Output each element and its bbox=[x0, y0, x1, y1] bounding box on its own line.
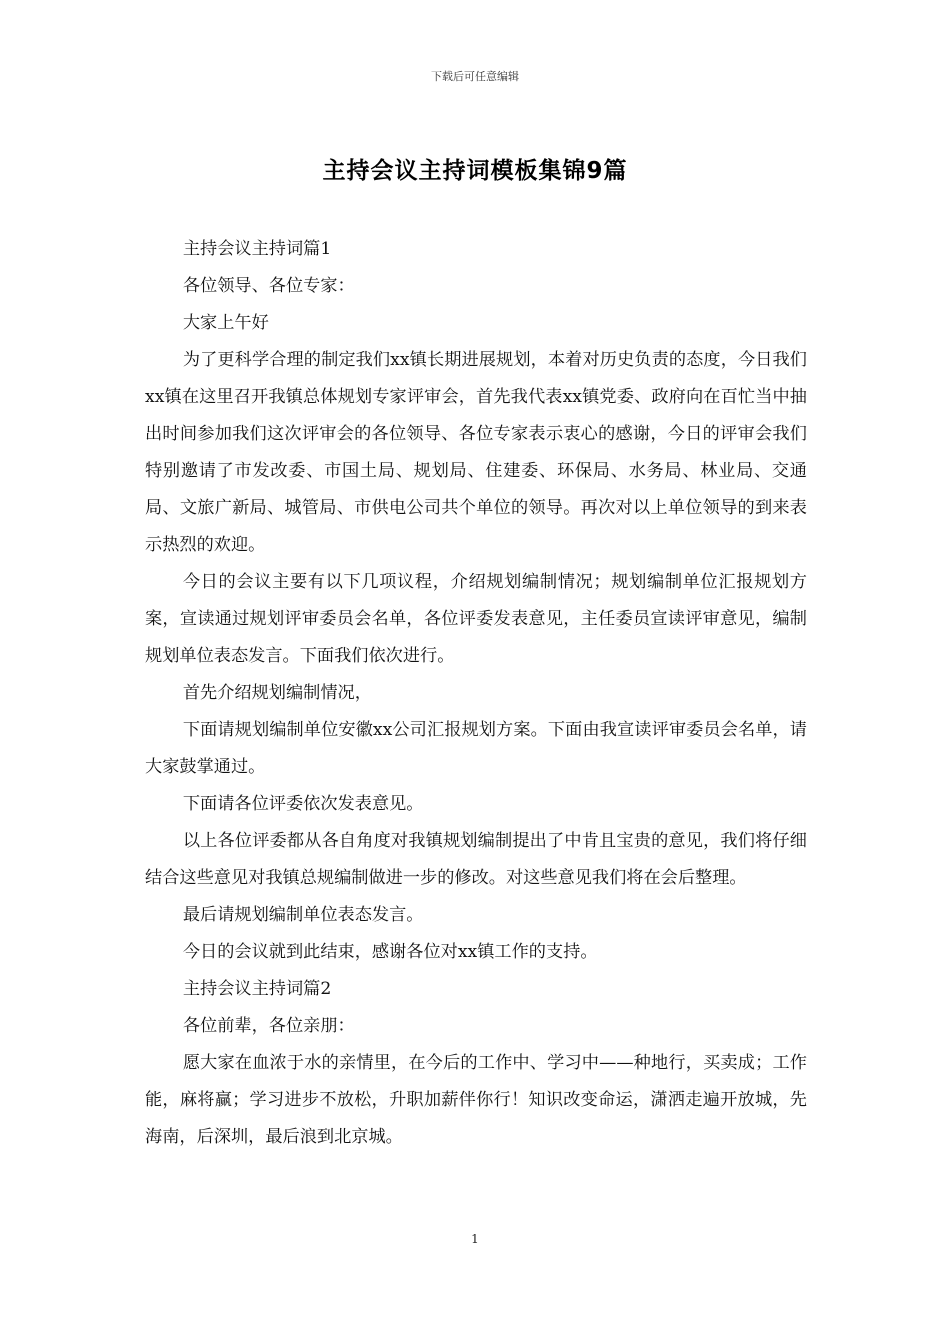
paragraph: 愿大家在血浓于水的亲情里，在今后的工作中、学习中——种地行，买卖成；工作能，麻将赢；学习进步不放松，升职加薪伴你行！知识改变命运，潇洒走遍开放城，先海南，后深圳，最后浪到北京城。 bbox=[145, 1053, 807, 1147]
paragraph: 下面请规划编制单位安徽xx公司汇报规划方案。下面由我宣读评审委员会名单，请大家鼓掌通过。 bbox=[145, 720, 807, 777]
paragraph: 以上各位评委都从各自角度对我镇规划编制提出了中肯且宝贵的意见，我们将仔细结合这些意见对我镇总规编制做进一步的修改。对这些意见我们将在会后整理。 bbox=[145, 831, 807, 888]
paragraph: 大家上午好 bbox=[182, 313, 269, 333]
paragraph: 下面请各位评委依次发表意见。 bbox=[182, 794, 424, 814]
paragraph: 最后请规划编制单位表态发言。 bbox=[182, 905, 424, 925]
document-title: 主持会议主持词模板集锦9篇 bbox=[322, 158, 628, 184]
paragraph: 今日的会议主要有以下几项议程，介绍规划编制情况；规划编制单位汇报规划方案，宣读通过规划评审委员会名单，各位评委发表意见，主任委员宣读评审意见，编制规划单位表态发言。下面我们依次进行。 bbox=[145, 572, 807, 666]
paragraph: 首先介绍规划编制情况， bbox=[182, 683, 372, 703]
header-note: 下载后可任意编辑 bbox=[431, 70, 519, 83]
paragraph: 主持会议主持词篇2 bbox=[182, 979, 332, 999]
page-number: 1 bbox=[471, 1232, 479, 1246]
document-body bbox=[145, 231, 807, 1156]
paragraph: 为了更科学合理的制定我们xx镇长期进展规划，本着对历史负责的态度，今日我们xx镇在这里召开我镇总体规划专家评审会，首先我代表xx镇党委、政府向在百忙当中抽出时间参加我们这次评审会的各位领导、各位专家表示衷心的感谢，今日的评审会我们特别邀请了市发改委、市国土局、规划局、住建委、环保局、水务局、林业局、交通局、文旅广新局、城管局、市供电公司共个单位的领导。再次对以上单位领导的到来表示热烈的欢迎。 bbox=[145, 350, 807, 555]
paragraph: 主持会议主持词篇1 bbox=[182, 239, 332, 259]
paragraph: 今日的会议就到此结束，感谢各位对xx镇工作的支持。 bbox=[182, 942, 598, 962]
paragraph: 各位前辈，各位亲朋： bbox=[182, 1016, 355, 1036]
paragraph: 各位领导、各位专家： bbox=[182, 276, 355, 296]
